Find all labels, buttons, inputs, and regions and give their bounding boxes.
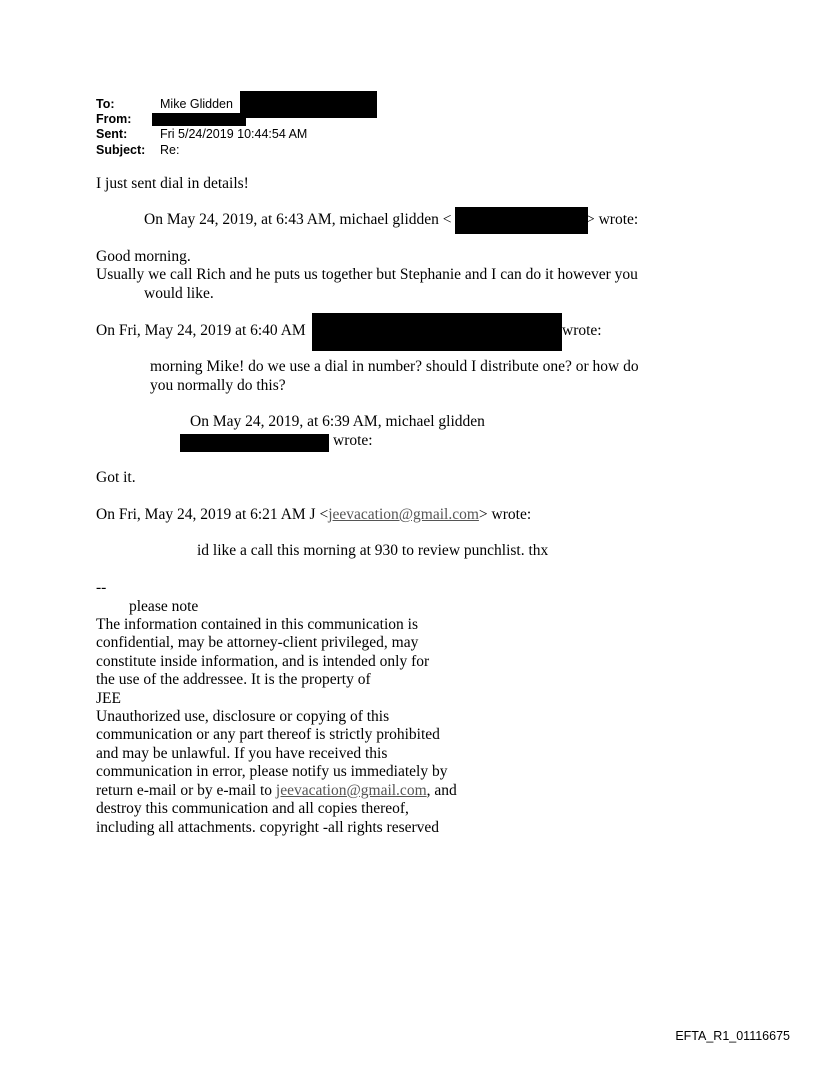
- sent-label: Sent:: [96, 127, 128, 141]
- quote2-header-suffix: wrote:: [562, 322, 602, 339]
- signature-line: confidential, may be attorney-client privileged, may: [96, 634, 419, 651]
- msg2-line1: morning Mike! do we use a dial in number? should I distribute one? or how do: [150, 358, 639, 375]
- msg1-line2: Usually we call Rich and he puts us together but Stephanie and I can do it however you: [96, 266, 638, 283]
- signature-line: and may be unlawful. If you have received this: [96, 745, 388, 762]
- subject-label: Subject:: [96, 143, 146, 157]
- redaction-quote2: [312, 313, 562, 351]
- quote3-header-line1: On May 24, 2019, at 6:39 AM, michael glidden: [190, 413, 485, 430]
- subject-value: Re:: [160, 143, 180, 157]
- msg2-line2: you normally do this?: [150, 377, 286, 394]
- quote4-email-link[interactable]: jeevacation@gmail.com: [328, 506, 479, 523]
- signature-email-suffix: , and: [426, 782, 457, 799]
- signature-line: Unauthorized use, disclosure or copying of this: [96, 708, 390, 725]
- redaction-to: [240, 91, 377, 118]
- quote4-header: [96, 506, 531, 525]
- quote2-header-prefix: On Fri, May 24, 2019 at 6:40 AM: [96, 322, 306, 339]
- from-label: From:: [96, 112, 132, 126]
- quote1-header-suffix: > wrote:: [586, 211, 639, 228]
- signature-line: communication in error, please notify us immediately by: [96, 763, 448, 780]
- signature-line: destroy this communication and all copies thereof,: [96, 800, 409, 817]
- quote3-header-suffix: wrote:: [333, 432, 373, 449]
- signature-line: the use of the addressee. It is the property of: [96, 671, 371, 688]
- signature-line: constitute inside information, and is intended only for: [96, 653, 430, 670]
- msg4-text: id like a call this morning at 930 to review punchlist. thx: [197, 542, 549, 559]
- sent-value: Fri 5/24/2019 10:44:54 AM: [160, 127, 308, 141]
- redaction-quote1: [455, 207, 588, 234]
- signature-line: communication or any part thereof is strictly prohibited: [96, 726, 440, 743]
- msg1-line1: Good morning.: [96, 248, 191, 265]
- reply-text: I just sent dial in details!: [96, 175, 249, 192]
- redaction-quote3: [180, 434, 329, 452]
- msg1-line3: would like.: [144, 285, 214, 302]
- signature-dash: --: [96, 579, 107, 596]
- to-value: Mike Glidden: [160, 97, 233, 111]
- quote4-prefix: On Fri, May 24, 2019 at 6:21 AM J <: [96, 506, 329, 523]
- redaction-from: [152, 113, 246, 126]
- signature-line: JEE: [96, 690, 121, 707]
- quote1-header-prefix: On May 24, 2019, at 6:43 AM, michael glidden <: [144, 211, 452, 228]
- quote4-suffix: > wrote:: [478, 506, 532, 523]
- msg3-text: Got it.: [96, 469, 136, 486]
- signature-note: please note: [129, 598, 199, 615]
- to-label: To:: [96, 97, 115, 111]
- signature-email-line: [96, 782, 457, 801]
- signature-line: The information contained in this communication is: [96, 616, 418, 633]
- signature-line: including all attachments. copyright -all rights reserved: [96, 819, 440, 836]
- document-id: EFTA_R1_01116675: [675, 1029, 790, 1043]
- signature-email-prefix: return e-mail or by e-mail to: [96, 782, 276, 799]
- signature-email-link[interactable]: jeevacation@gmail.com: [275, 782, 427, 799]
